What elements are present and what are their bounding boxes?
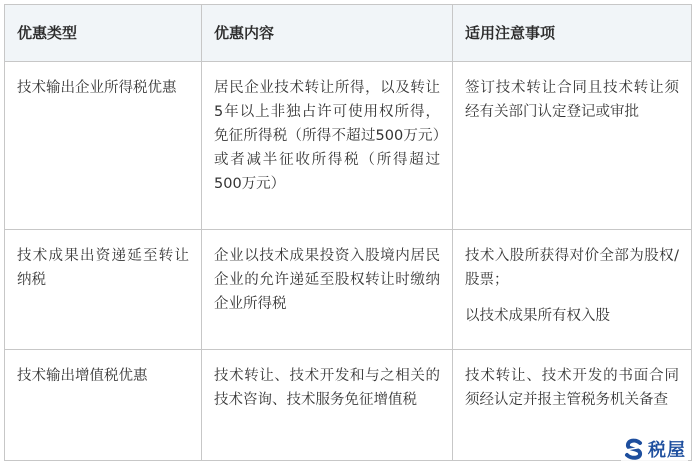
benefit-content-cell: 企业以技术成果投资入股境内居民企业的允许递延至股权转让时缴纳企业所得税	[202, 230, 453, 350]
logo-text: 税屋	[648, 440, 686, 461]
note-text: 签订技术转让合同且技术转让须经有关部门认定登记或审批	[465, 80, 679, 120]
benefit-type-cell: 技术成果出资递延至转让纳税	[5, 230, 202, 350]
tax-benefits-table	[4, 4, 692, 461]
notes-cell	[453, 62, 692, 230]
header-benefit-content: 优惠内容	[202, 5, 453, 62]
note-text: 技术入股所获得对价全部为股权/股票；	[465, 248, 679, 288]
benefit-type-cell: 技术输出增值税优惠	[5, 350, 202, 461]
table-row	[5, 350, 692, 461]
header-benefit-type: 优惠类型	[5, 5, 202, 62]
table-row	[5, 62, 692, 230]
note-text: 以技术成果所有权入股	[465, 308, 610, 324]
s-logo-icon	[623, 438, 645, 460]
header-notes: 适用注意事项	[453, 5, 692, 62]
benefit-content-cell: 技术转让、技术开发和与之相关的技术咨询、技术服务免征增值税	[202, 350, 453, 461]
benefit-type-cell: 技术输出企业所得税优惠	[5, 62, 202, 230]
notes-cell	[453, 230, 692, 350]
table-row	[5, 230, 692, 350]
table-header-row	[5, 5, 692, 62]
watermark-logo	[621, 436, 688, 462]
note-text: 技术转让、技术开发的书面合同须经认定并报主管税务机关备查	[465, 368, 679, 408]
benefit-content-cell: 居民企业技术转让所得，以及转让5年以上非独占许可使用权所得，免征所得税（所得不超过500万元）或者减半征收所得税（所得超过500万元）	[202, 62, 453, 230]
